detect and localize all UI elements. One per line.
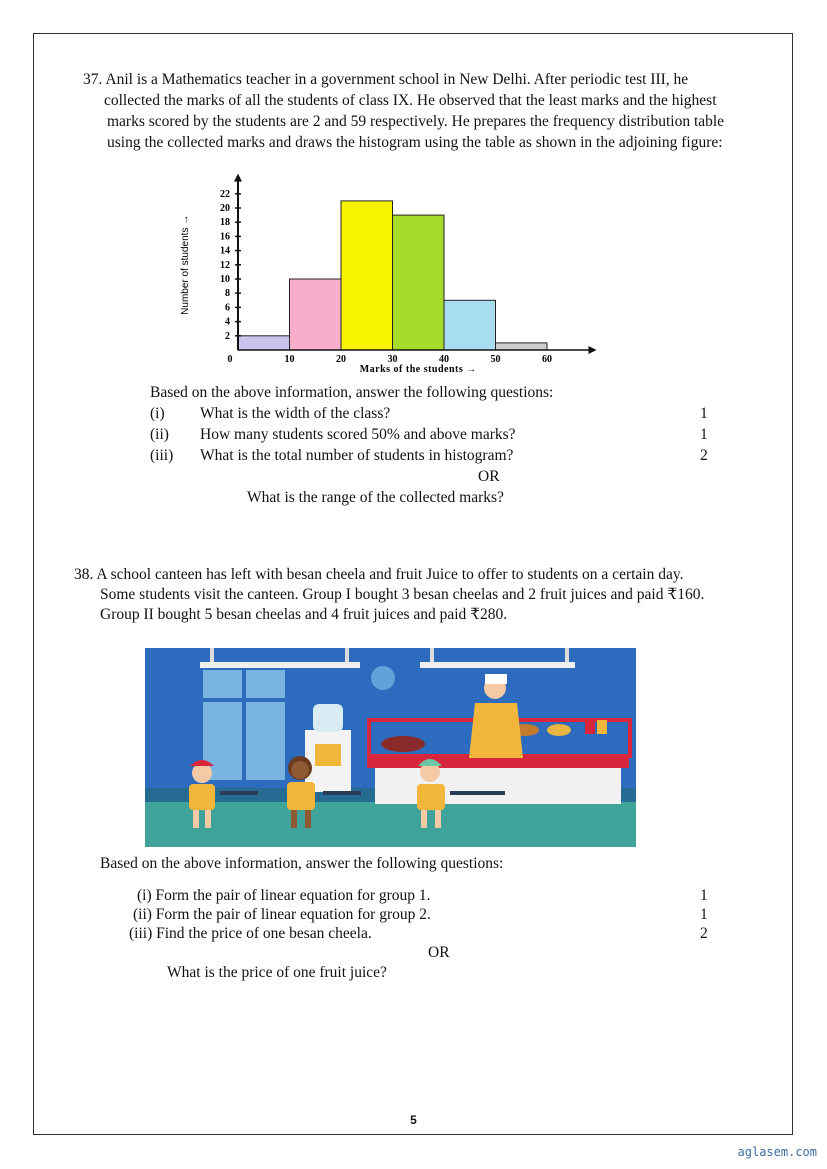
y-tick-label: 8 bbox=[225, 288, 230, 300]
x-tick-label: 50 bbox=[490, 354, 501, 365]
x-axis-label: Marks of the students → bbox=[359, 364, 477, 375]
q37-q1-num: (i) bbox=[150, 405, 165, 422]
histogram-bar-40-50 bbox=[444, 300, 496, 350]
y-tick-label: 10 bbox=[220, 274, 230, 285]
y-axis-arrow bbox=[234, 174, 242, 182]
histogram-bar-0-10 bbox=[238, 336, 290, 350]
x-axis-arrow bbox=[589, 346, 597, 354]
q38-q2-marks: 1 bbox=[700, 906, 708, 923]
y-tick-label: 18 bbox=[220, 217, 230, 229]
q38-line-1: 38. A school canteen has left with besan cheela and fruit Juice to offer to students on a certain day. bbox=[74, 566, 684, 583]
x-tick-label: 20 bbox=[336, 354, 346, 365]
q37-or: OR bbox=[478, 468, 500, 485]
q38-alt-question: What is the price of one fruit juice? bbox=[167, 964, 387, 981]
q38-or: OR bbox=[428, 944, 450, 961]
q38-q3-marks: 2 bbox=[700, 925, 708, 942]
y-tick-label: 2 bbox=[225, 330, 230, 342]
q38-q1-marks: 1 bbox=[700, 887, 708, 904]
histogram-bar-20-30 bbox=[341, 201, 393, 350]
q37-line-2: collected the marks of all the students of class IX. He observed that the least marks and the highest bbox=[104, 92, 717, 109]
q37-q2-marks: 1 bbox=[700, 426, 708, 443]
q38-q3-text: (iii) Find the price of one besan cheela. bbox=[129, 925, 372, 942]
y-tick-label: 4 bbox=[225, 316, 230, 328]
histogram-bar-30-40 bbox=[393, 215, 445, 350]
q37-q2-num: (ii) bbox=[150, 426, 169, 443]
y-tick-label: 14 bbox=[220, 245, 230, 257]
x-tick-label: 10 bbox=[284, 354, 295, 365]
q37-line-1: 37. Anil is a Mathematics teacher in a government school in New Delhi. After periodic test III, he bbox=[83, 71, 689, 88]
page-number: 5 bbox=[410, 1113, 417, 1127]
y-tick-label: 6 bbox=[225, 302, 230, 314]
x-tick-label: 60 bbox=[542, 354, 552, 365]
x-tick-label: 0 bbox=[227, 354, 233, 365]
y-axis-label: Number of students → bbox=[180, 214, 191, 315]
q37-line-4: using the collected marks and draws the histogram using the table as shown in the adjoining figure: bbox=[107, 134, 723, 151]
x-tick-label: 40 bbox=[439, 354, 449, 365]
q38-intro: Based on the above information, answer the following questions: bbox=[100, 855, 504, 872]
q37-q2-text: How many students scored 50% and above marks? bbox=[200, 426, 516, 443]
q37-q3-num: (iii) bbox=[150, 447, 174, 464]
q38-line-2: Some students visit the canteen. Group I bought 3 besan cheelas and 2 fruit juices and paid ₹160. bbox=[100, 586, 705, 603]
q37-q3-marks: 2 bbox=[700, 447, 708, 464]
q37-q3-text: What is the total number of students in histogram? bbox=[200, 447, 514, 464]
q37-q1-text: What is the width of the class? bbox=[200, 405, 391, 422]
q38-line-3: Group II bought 5 besan cheelas and 4 fruit juices and paid ₹280. bbox=[100, 606, 508, 623]
q37-line-3: marks scored by the students are 2 and 59 respectively. He prepares the frequency distribution table bbox=[107, 113, 725, 130]
y-tick-label: 20 bbox=[220, 203, 230, 214]
canteen-illustration bbox=[145, 648, 636, 847]
histogram-bar-50-60 bbox=[496, 343, 548, 350]
q38-q1-text: (i) Form the pair of linear equation for group 1. bbox=[137, 887, 431, 904]
y-tick-label: 12 bbox=[220, 259, 230, 271]
x-tick-label: 30 bbox=[387, 354, 398, 365]
y-tick-label: 16 bbox=[220, 231, 230, 243]
q38-q2-text: (ii) Form the pair of linear equation for group 2. bbox=[133, 906, 431, 923]
q37-alt-question: What is the range of the collected marks? bbox=[247, 489, 504, 506]
q37-intro: Based on the above information, answer the following questions: bbox=[150, 384, 554, 401]
y-tick-label: 22 bbox=[220, 188, 230, 200]
histogram-chart bbox=[150, 160, 610, 375]
watermark: aglasem.com bbox=[737, 1145, 817, 1159]
q37-q1-marks: 1 bbox=[700, 405, 708, 422]
histogram-bar-10-20 bbox=[290, 279, 342, 350]
